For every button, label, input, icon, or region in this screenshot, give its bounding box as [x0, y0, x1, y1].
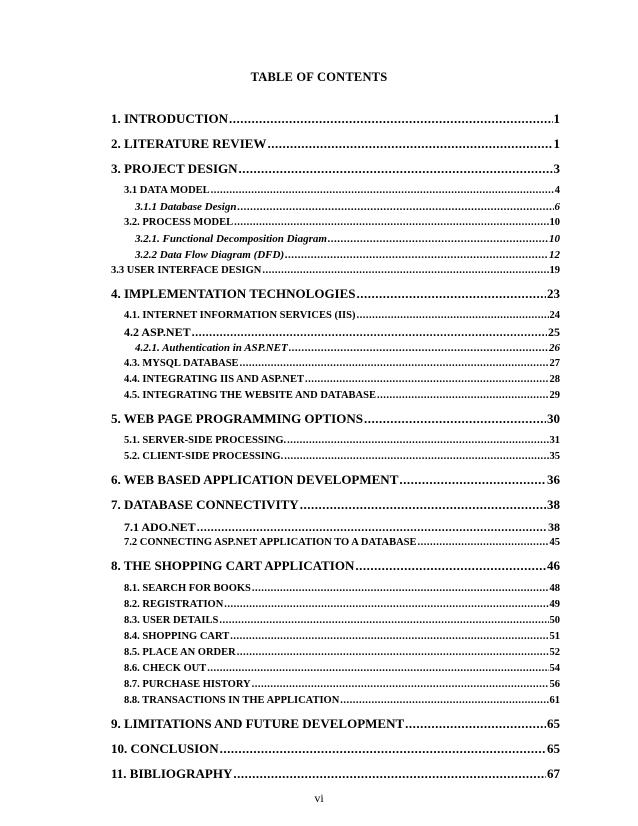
toc-leader-dots: [197, 519, 547, 535]
toc-entry-7-1[interactable]: [111, 519, 560, 535]
toc-entry-3-2[interactable]: [111, 215, 560, 231]
toc-entry-page: 65: [547, 716, 560, 731]
toc-leader-dots: [220, 736, 546, 761]
toc-entry-text: 8.1. SEARCH FOR BOOKS: [124, 583, 251, 594]
toc-entry-8-8[interactable]: [111, 693, 560, 709]
toc-leader-dots: [364, 406, 546, 431]
toc-leader-dots: [328, 231, 548, 247]
toc-entry-9[interactable]: [111, 711, 560, 736]
toc-entry-page: 35: [549, 451, 560, 462]
toc-entry-1[interactable]: [111, 106, 560, 131]
toc-leader-dots: [239, 156, 553, 181]
toc-entry-4-4[interactable]: [111, 372, 560, 388]
toc-entry-page: 25: [548, 325, 560, 339]
toc-entry-8-1[interactable]: [111, 581, 560, 597]
toc-entry-page: 19: [549, 265, 560, 276]
toc-entry-8-6[interactable]: [111, 661, 560, 677]
toc-entry-page: 38: [548, 520, 560, 534]
toc-leader-dots: [224, 597, 548, 613]
toc-entry-2[interactable]: [111, 131, 560, 156]
toc-entry-8[interactable]: [111, 553, 560, 578]
toc-entry-text: 8.7. PURCHASE HISTORY: [124, 679, 251, 690]
toc-entry-5-1[interactable]: [111, 433, 560, 449]
toc-entry-10[interactable]: [111, 736, 560, 761]
toc-entry-text: 3.2.2 Data Flow Diagram (DFD): [135, 249, 285, 261]
toc-leader-dots: [240, 356, 549, 372]
toc-leader-dots: [267, 131, 552, 156]
toc-entry-text: 5. WEB PAGE PROGRAMMING OPTIONS: [111, 411, 363, 426]
toc-entry-text: 3.1.1 Database Design: [135, 201, 237, 213]
toc-entry-5[interactable]: [111, 406, 560, 431]
toc-entry-page: 67: [547, 766, 560, 781]
toc-entry-text: 7.2 CONNECTING ASP.NET APPLICATION TO A DATABASE: [124, 537, 417, 548]
toc-entry-11[interactable]: [111, 761, 560, 786]
toc-entry-page: 24: [549, 310, 560, 321]
toc-entry-page: 50: [549, 615, 560, 626]
toc-entry-text: 8.5. PLACE AN ORDER: [124, 647, 236, 658]
toc-leader-dots: [262, 263, 548, 279]
toc-leader-dots: [237, 645, 549, 661]
toc-entry-text: 9. LIMITATIONS AND FUTURE DEVELOPMENT: [111, 716, 405, 731]
toc-entry-page: 23: [547, 286, 560, 301]
toc-entry-page: 1: [553, 111, 560, 126]
toc-entry-page: 48: [549, 583, 560, 594]
toc-entry-page: 6: [554, 201, 560, 213]
toc-entry-text: 6. WEB BASED APPLICATION DEVELOPMENT: [111, 472, 399, 487]
toc-entry-page: 10: [549, 233, 560, 245]
toc-leader-dots: [305, 372, 548, 388]
toc-entry-page: 30: [547, 411, 560, 426]
toc-entry-text: 3. PROJECT DESIGN: [111, 161, 238, 176]
toc-entry-page: 29: [549, 390, 560, 401]
toc-entry-page: 65: [547, 741, 560, 756]
toc-leader-dots: [234, 215, 548, 231]
toc-leader-dots: [237, 199, 553, 215]
toc-title: TABLE OF CONTENTS: [250, 70, 388, 84]
toc-leader-dots: [405, 711, 546, 736]
toc-entry-text: 3.3 USER INTERFACE DESIGN: [111, 265, 262, 276]
toc-leader-dots: [252, 581, 549, 597]
toc-entry-text: 4.2.1. Authentication in ASP.NET: [135, 342, 288, 354]
toc-entry-4-1[interactable]: [111, 308, 560, 324]
toc-entry-4[interactable]: [111, 281, 560, 306]
toc-entry-text: 7. DATABASE CONNECTIVITY: [111, 497, 299, 512]
toc-entry-text: 1. INTRODUCTION: [111, 111, 229, 126]
toc-entry-4-2[interactable]: [111, 324, 560, 340]
toc-leader-dots: [192, 324, 547, 340]
toc-entry-text: 7.1 ADO.NET: [124, 520, 196, 534]
toc-entry-text: 2. LITERATURE REVIEW: [111, 136, 267, 151]
toc-entry-7-2[interactable]: [111, 535, 560, 551]
toc-entry-text: 3.1 DATA MODEL: [124, 185, 210, 196]
toc-entry-3-2-2[interactable]: [111, 247, 560, 263]
toc-leader-dots: [233, 761, 546, 786]
toc-entry-page: 28: [549, 374, 560, 385]
toc-entry-8-5[interactable]: [111, 645, 560, 661]
toc-entry-text: 8. THE SHOPPING CART APPLICATION: [111, 558, 355, 573]
toc-entry-text: 8.2. REGISTRATION: [124, 599, 224, 610]
toc-entry-text: 4.4. INTEGRATING IIS AND ASP.NET: [124, 374, 305, 385]
toc-entry-3-1-1[interactable]: [111, 199, 560, 215]
toc-entry-page: 46: [547, 558, 560, 573]
toc-entry-8-2[interactable]: [111, 597, 560, 613]
page-number: vi: [314, 791, 324, 805]
toc-entry-text: 3.2. PROCESS MODEL: [124, 217, 234, 228]
toc-entry-text: 8.8. TRANSACTIONS IN THE APPLICATION: [124, 695, 340, 706]
toc-leader-dots: [207, 661, 548, 677]
toc-entry-page: 52: [549, 647, 560, 658]
toc-entry-5-2[interactable]: [111, 449, 560, 465]
toc-entry-3[interactable]: [111, 156, 560, 181]
toc-entry-text: 5.2. CLIENT-SIDE PROCESSING.: [124, 451, 284, 462]
toc-entry-page: 61: [549, 695, 560, 706]
toc-leader-dots: [211, 183, 554, 199]
toc-leader-dots: [230, 629, 548, 645]
toc-leader-dots: [284, 449, 548, 465]
toc-entry-page: 31: [549, 435, 560, 446]
toc-entry-page: 27: [549, 358, 560, 369]
toc-leader-dots: [252, 677, 549, 693]
toc-entry-page: 45: [549, 537, 560, 548]
toc-entry-page: 56: [549, 679, 560, 690]
toc-leader-dots: [289, 340, 548, 356]
toc-entry-4-5[interactable]: [111, 388, 560, 404]
toc-entry-6[interactable]: [111, 467, 560, 492]
toc-leader-dots: [355, 553, 546, 578]
toc-entry-page: 4: [554, 185, 560, 196]
toc-entry-4-2-1[interactable]: [111, 340, 560, 356]
toc-list: [111, 106, 560, 786]
toc-entry-8-4[interactable]: [111, 629, 560, 645]
toc-entry-text: 10. CONCLUSION: [111, 741, 219, 756]
toc-entry-page: 54: [549, 663, 560, 674]
toc-entry-text: 4. IMPLEMENTATION TECHNOLOGIES: [111, 286, 356, 301]
toc-entry-3-3[interactable]: [111, 263, 560, 279]
toc-entry-text: 4.5. INTEGRATING THE WEBSITE AND DATABASE: [124, 390, 376, 401]
toc-entry-text: 11. BIBLIOGRAPHY: [111, 766, 233, 781]
toc-leader-dots: [287, 433, 548, 449]
toc-entry-text: 3.2.1. Functional Decomposition Diagram: [135, 233, 327, 245]
toc-entry-8-3[interactable]: [111, 613, 560, 629]
toc-entry-3-2-1[interactable]: [111, 231, 560, 247]
toc-entry-page: 49: [549, 599, 560, 610]
toc-entry-text: 8.6. CHECK OUT: [124, 663, 207, 674]
toc-leader-dots: [300, 492, 546, 517]
toc-entry-page: 26: [549, 342, 560, 354]
toc-entry-page: 51: [549, 631, 560, 642]
toc-leader-dots: [399, 467, 546, 492]
toc-leader-dots: [418, 535, 549, 551]
toc-leader-dots: [285, 247, 548, 263]
toc-leader-dots: [219, 613, 548, 629]
toc-entry-page: 3: [553, 161, 560, 176]
toc-entry-page: 1: [553, 136, 560, 151]
toc-leader-dots: [356, 308, 548, 324]
toc-leader-dots: [229, 106, 552, 131]
toc-entry-page: 38: [547, 497, 560, 512]
toc-entry-text: 8.4. SHOPPING CART: [124, 631, 230, 642]
toc-leader-dots: [340, 693, 548, 709]
toc-entry-4-3[interactable]: [111, 356, 560, 372]
toc-leader-dots: [357, 281, 546, 306]
toc-entry-7[interactable]: [111, 492, 560, 517]
toc-entry-text: 5.1. SERVER-SIDE PROCESSING.: [124, 435, 287, 446]
toc-entry-page: 36: [547, 472, 560, 487]
toc-entry-text: 8.3. USER DETAILS: [124, 615, 219, 626]
toc-entry-text: 4.2 ASP.NET: [124, 325, 191, 339]
toc-entry-text: 4.3. MYSQL DATABASE: [124, 358, 239, 369]
toc-entry-page: 10: [549, 217, 560, 228]
toc-entry-3-1[interactable]: [111, 183, 560, 199]
toc-entry-page: 12: [549, 249, 560, 261]
toc-entry-8-7[interactable]: [111, 677, 560, 693]
toc-entry-text: 4.1. INTERNET INFORMATION SERVICES (IIS): [124, 310, 356, 321]
toc-leader-dots: [377, 388, 549, 404]
